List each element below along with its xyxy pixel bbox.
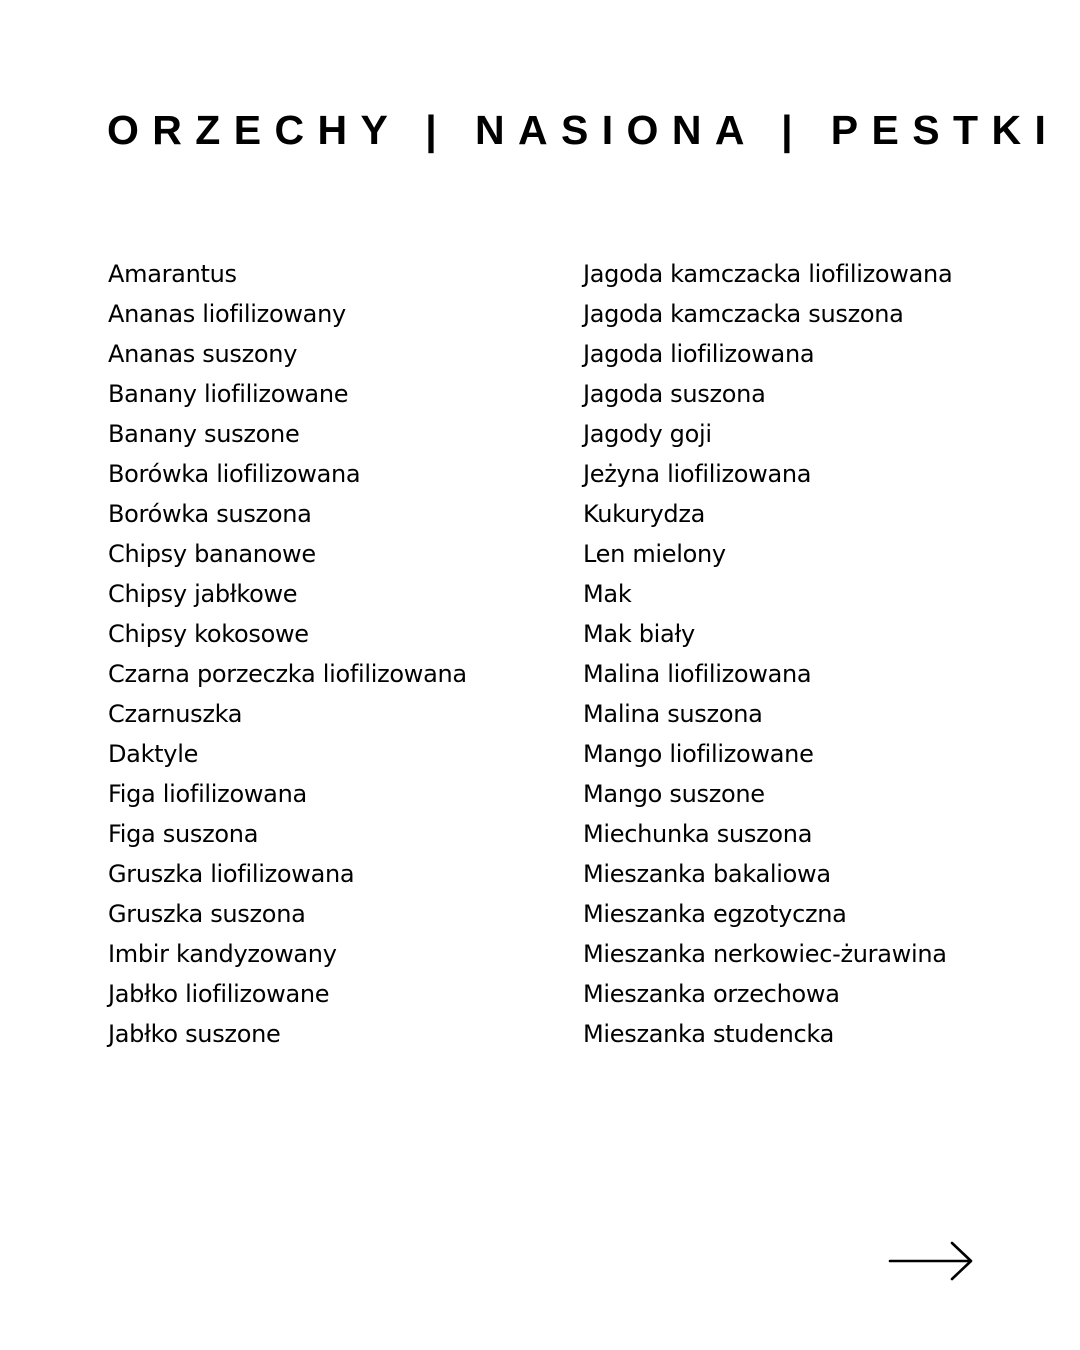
list-item: Gruszka suszona [108,900,306,928]
list-item: Gruszka liofilizowana [108,860,355,888]
list-item: Mieszanka egzotyczna [583,900,847,928]
list-item: Borówka suszona [108,500,312,528]
list-item: Figa suszona [108,820,259,848]
list-item: Malina suszona [583,700,763,728]
list-item: Banany liofilizowane [108,380,349,408]
list-item: Len mielony [583,540,726,568]
list-item: Figa liofilizowana [108,780,307,808]
list-item: Jagody goji [583,420,712,448]
list-item: Borówka liofilizowana [108,460,361,488]
list-item: Chipsy bananowe [108,540,316,568]
list-item: Mango liofilizowane [583,740,814,768]
list-item: Mango suszone [583,780,765,808]
product-list-right [583,254,1053,1054]
list-item: Chipsy jabłkowe [108,580,298,608]
list-item: Jagoda kamczacka liofilizowana [583,260,953,288]
list-item: Mieszanka orzechowa [583,980,840,1008]
list-item: Malina liofilizowana [583,660,812,688]
list-item: Miechunka suszona [583,820,813,848]
list-item: Jabłko suszone [108,1020,281,1048]
list-item: Daktyle [108,740,199,768]
list-item: Mieszanka nerkowiec-żurawina [583,940,947,968]
arrow-right-icon[interactable] [888,1240,976,1282]
list-item: Czarna porzeczka liofilizowana [108,660,467,688]
list-item: Jagoda suszona [583,380,766,408]
list-item: Chipsy kokosowe [108,620,309,648]
list-item: Czarnuszka [108,700,243,728]
page-title: ORZECHY | NASIONA | PESTKI [107,107,1060,153]
list-item: Mieszanka studencka [583,1020,834,1048]
list-item: Mak [583,580,632,608]
list-item: Jagoda liofilizowana [583,340,815,368]
list-item: Ananas suszony [108,340,298,368]
list-item: Jagoda kamczacka suszona [583,300,904,328]
list-item: Jeżyna liofilizowana [583,460,812,488]
list-item: Ananas liofilizowany [108,300,346,328]
list-item: Imbir kandyzowany [108,940,337,968]
product-list-left [108,254,568,1054]
list-item: Mieszanka bakaliowa [583,860,831,888]
list-item: Amarantus [108,260,237,288]
list-item: Jabłko liofilizowane [108,980,330,1008]
list-item: Kukurydza [583,500,706,528]
list-item: Mak biały [583,620,695,648]
list-item: Banany suszone [108,420,300,448]
